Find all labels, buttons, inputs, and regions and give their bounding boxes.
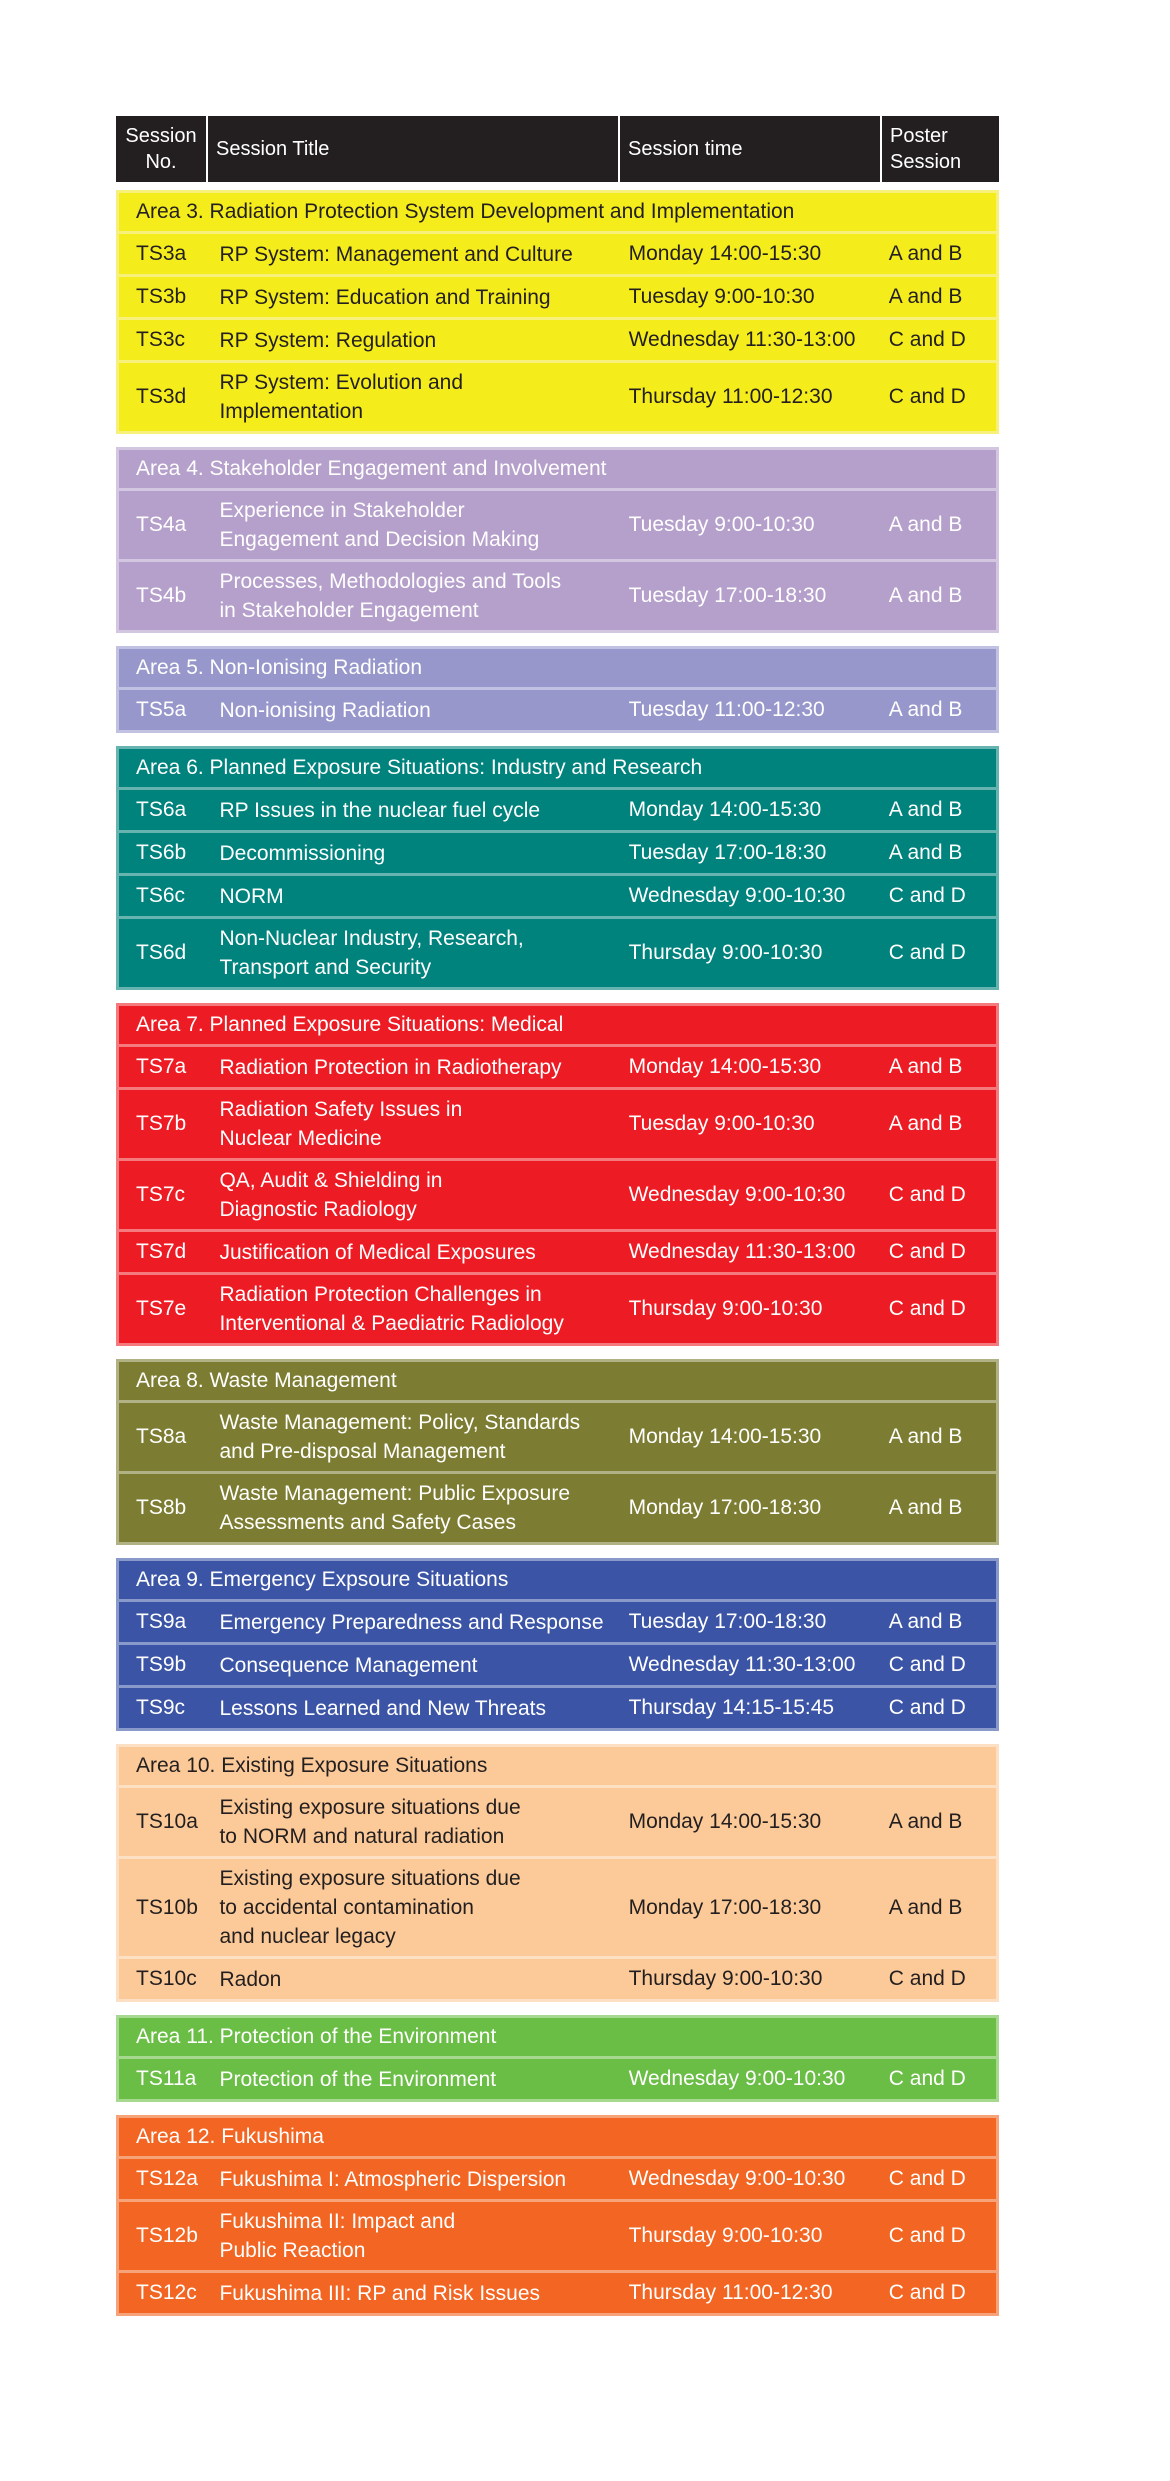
- area-title: Area 10. Existing Exposure Situations: [136, 1754, 488, 1777]
- session-time: Monday 17:00-18:30: [628, 1895, 822, 1919]
- poster-session: A and B: [888, 242, 963, 265]
- session-number: TS9c: [136, 1696, 186, 1719]
- session-row: [119, 687, 996, 730]
- area-block: [116, 1744, 999, 2002]
- area-title: Area 8. Waste Management: [136, 1369, 397, 1392]
- session-title: RP Issues in the nuclear fuel cycle: [219, 798, 541, 822]
- session-title: Fukushima I: Atmospheric Dispersion: [219, 2167, 567, 2191]
- session-time: Wednesday 9:00-10:30: [628, 1183, 846, 1206]
- session-number: TS8b: [136, 1496, 187, 1519]
- session-title: RP System: Regulation: [219, 328, 437, 352]
- session-number: TS10a: [136, 1810, 198, 1833]
- session-row: [119, 2156, 996, 2199]
- session-row: [119, 1685, 996, 1728]
- poster-session: C and D: [888, 2067, 966, 2090]
- session-number: TS7e: [136, 1297, 187, 1320]
- session-title: Consequence Management: [219, 1653, 478, 1677]
- session-number: TS12c: [136, 2281, 197, 2304]
- session-title: Decommissioning: [219, 841, 386, 865]
- area-title: Area 7. Planned Exposure Situations: Medical: [136, 1013, 564, 1036]
- area-title: Area 9. Emergency Expsoure Situations: [136, 1568, 509, 1591]
- session-row: [119, 2270, 996, 2313]
- session-row: [119, 2056, 996, 2099]
- session-title: RP System: Evolution and Implementation: [219, 371, 464, 423]
- poster-session: C and D: [888, 2281, 966, 2304]
- session-number: TS3b: [136, 285, 187, 308]
- session-title: RP System: Management and Culture: [219, 242, 573, 266]
- area-block: [116, 746, 999, 990]
- poster-session: A and B: [888, 285, 963, 308]
- session-number: TS9a: [136, 1610, 187, 1633]
- area-block: [116, 2115, 999, 2316]
- session-title: QA, Audit & Shielding in Diagnostic Radiology: [219, 1169, 443, 1221]
- session-row: [119, 1229, 996, 1272]
- session-time: Thursday 11:00-12:30: [628, 2281, 833, 2304]
- poster-session: C and D: [888, 1240, 966, 1263]
- session-row: [119, 488, 996, 559]
- session-time: Wednesday 9:00-10:30: [628, 884, 846, 907]
- session-time: Thursday 11:00-12:30: [628, 385, 833, 408]
- session-row: [119, 787, 996, 830]
- poster-session: C and D: [888, 328, 966, 351]
- session-time: Thursday 9:00-10:30: [628, 2224, 823, 2247]
- session-time: Tuesday 17:00-18:30: [628, 841, 827, 864]
- poster-session: A and B: [888, 698, 963, 721]
- poster-session: A and B: [888, 841, 963, 864]
- area-block: [116, 646, 999, 733]
- area-block: [116, 1359, 999, 1545]
- poster-session: C and D: [888, 385, 966, 408]
- session-time: Thursday 9:00-10:30: [628, 1297, 823, 1320]
- session-row: [119, 360, 996, 431]
- session-number: TS7b: [136, 1112, 187, 1135]
- session-title: Existing exposure situations due to accidental contamination and nuclear legacy: [219, 1867, 521, 1948]
- session-row: [119, 1044, 996, 1087]
- header-session-time: Session time: [620, 116, 882, 182]
- session-title: Fukushima II: Impact and Public Reaction: [219, 2210, 456, 2262]
- session-title: NORM: [219, 884, 284, 908]
- session-title: Experience in Stakeholder Engagement and Decision Making: [219, 499, 540, 551]
- session-row: [119, 830, 996, 873]
- session-number: TS8a: [136, 1425, 187, 1448]
- session-time: Monday 14:00-15:30: [628, 1055, 822, 1078]
- session-time: Monday 14:00-15:30: [628, 798, 822, 821]
- session-number: TS12b: [136, 2224, 198, 2247]
- poster-session: C and D: [888, 2224, 966, 2247]
- poster-session: A and B: [888, 1055, 963, 1078]
- area-title: Area 4. Stakeholder Engagement and Involvement: [136, 457, 607, 480]
- session-row: [119, 274, 996, 317]
- session-title: Radon: [219, 1967, 282, 1991]
- session-number: TS9b: [136, 1653, 187, 1676]
- area-block: [116, 1003, 999, 1346]
- session-number: TS10b: [136, 1895, 198, 1919]
- session-row: [119, 1856, 996, 1956]
- session-time: Thursday 9:00-10:30: [628, 1967, 823, 1990]
- session-row: [119, 231, 996, 274]
- session-title: Waste Management: Public Exposure Assessments and Safety Cases: [219, 1482, 571, 1534]
- area-list: [116, 190, 999, 2316]
- poster-session: C and D: [888, 2167, 966, 2190]
- session-number: TS5a: [136, 698, 187, 721]
- poster-session: A and B: [888, 513, 963, 536]
- session-time: Monday 14:00-15:30: [628, 1810, 822, 1833]
- header-poster-session: Poster Session: [890, 125, 962, 173]
- poster-session: A and B: [888, 1610, 963, 1633]
- area-block: [116, 447, 999, 633]
- session-title: Justification of Medical Exposures: [219, 1240, 536, 1264]
- session-time: Thursday 9:00-10:30: [628, 941, 823, 964]
- poster-session: A and B: [888, 1425, 963, 1448]
- poster-session: C and D: [888, 1297, 966, 1320]
- session-schedule-table: [116, 116, 999, 2316]
- session-time: Monday 17:00-18:30: [628, 1496, 822, 1519]
- session-row: [119, 1158, 996, 1229]
- poster-session: C and D: [888, 1967, 966, 1990]
- session-row: [119, 2199, 996, 2270]
- session-title: RP System: Education and Training: [219, 285, 551, 309]
- poster-session: C and D: [888, 1696, 966, 1719]
- session-number: TS6d: [136, 941, 187, 964]
- session-row: [119, 916, 996, 987]
- session-time: Wednesday 11:30-13:00: [628, 1653, 856, 1676]
- table-header: [116, 116, 999, 182]
- poster-session: A and B: [888, 798, 963, 821]
- session-time: Tuesday 11:00-12:30: [628, 698, 825, 721]
- area-title: Area 6. Planned Exposure Situations: Industry and Research: [136, 756, 703, 779]
- session-time: Tuesday 17:00-18:30: [628, 1610, 827, 1633]
- session-title: Non-Nuclear Industry, Research, Transport and Security: [219, 927, 524, 979]
- area-block: [116, 190, 999, 434]
- session-number: TS11a: [136, 2067, 197, 2090]
- poster-session: C and D: [888, 941, 966, 964]
- session-number: TS3c: [136, 328, 186, 351]
- poster-session: A and B: [888, 1895, 963, 1919]
- poster-session: A and B: [888, 1112, 963, 1135]
- poster-session: C and D: [888, 884, 966, 907]
- session-number: TS7c: [136, 1183, 186, 1206]
- area-block: [116, 2015, 999, 2102]
- session-time: Tuesday 9:00-10:30: [628, 1112, 815, 1135]
- session-title: Lessons Learned and New Threats: [219, 1696, 546, 1720]
- session-time: Wednesday 9:00-10:30: [628, 2167, 846, 2190]
- session-row: [119, 1956, 996, 1999]
- session-row: [119, 317, 996, 360]
- session-number: TS7a: [136, 1055, 187, 1078]
- session-time: Monday 14:00-15:30: [628, 242, 822, 265]
- session-time: Tuesday 9:00-10:30: [628, 285, 815, 308]
- session-title: Emergency Preparedness and Response: [219, 1610, 604, 1634]
- session-time: Wednesday 11:30-13:00: [628, 328, 856, 351]
- poster-session: C and D: [888, 1653, 966, 1676]
- session-title: Non-ionising Radiation: [219, 698, 431, 722]
- area-block: [116, 1558, 999, 1731]
- area-title: Area 12. Fukushima: [136, 2125, 324, 2148]
- session-time: Thursday 14:15-15:45: [628, 1696, 835, 1719]
- session-number: TS10c: [136, 1967, 197, 1990]
- session-number: TS6c: [136, 884, 186, 907]
- session-title: Fukushima III: RP and Risk Issues: [219, 2281, 541, 2305]
- session-row: [119, 873, 996, 916]
- session-number: TS12a: [136, 2167, 198, 2190]
- poster-session: A and B: [888, 1810, 963, 1833]
- area-title: Area 3. Radiation Protection System Development and Implementation: [136, 200, 795, 223]
- session-title: Processes, Methodologies and Tools in Stakeholder Engagement: [219, 570, 562, 622]
- session-time: Wednesday 11:30-13:00: [628, 1240, 856, 1263]
- session-title: Waste Management: Policy, Standards and Pre-disposal Management: [219, 1411, 581, 1463]
- session-row: [119, 1471, 996, 1542]
- session-title: Radiation Protection in Radiotherapy: [219, 1055, 562, 1079]
- area-title: Area 5. Non-Ionising Radiation: [136, 656, 423, 679]
- poster-session: A and B: [888, 1496, 963, 1519]
- session-time: Wednesday 9:00-10:30: [628, 2067, 846, 2090]
- session-title: Radiation Safety Issues in Nuclear Medicine: [219, 1098, 463, 1150]
- session-number: TS4b: [136, 584, 187, 607]
- header-session-no: Session No.: [116, 116, 208, 182]
- session-title: Protection of the Environment: [219, 2067, 497, 2091]
- session-row: [119, 559, 996, 630]
- session-number: TS3a: [136, 242, 187, 265]
- session-title: Existing exposure situations due to NORM and natural radiation: [219, 1796, 521, 1848]
- session-number: TS6a: [136, 798, 187, 821]
- session-number: TS4a: [136, 513, 187, 536]
- poster-session: A and B: [888, 584, 963, 607]
- session-row: [119, 1087, 996, 1158]
- session-row: [119, 1785, 996, 1856]
- session-number: TS6b: [136, 841, 187, 864]
- session-time: Tuesday 9:00-10:30: [628, 513, 815, 536]
- session-time: Tuesday 17:00-18:30: [628, 584, 827, 607]
- session-row: [119, 1400, 996, 1471]
- session-row: [119, 1599, 996, 1642]
- poster-session: C and D: [888, 1183, 966, 1206]
- area-title: Area 11. Protection of the Environment: [136, 2025, 497, 2048]
- header-session-title: Session Title: [208, 116, 620, 182]
- session-row: [119, 1642, 996, 1685]
- session-number: TS3d: [136, 385, 187, 408]
- session-title: Radiation Protection Challenges in Interventional & Paediatric Radiology: [219, 1283, 564, 1335]
- session-row: [119, 1272, 996, 1343]
- session-time: Monday 14:00-15:30: [628, 1425, 822, 1448]
- session-number: TS7d: [136, 1240, 187, 1263]
